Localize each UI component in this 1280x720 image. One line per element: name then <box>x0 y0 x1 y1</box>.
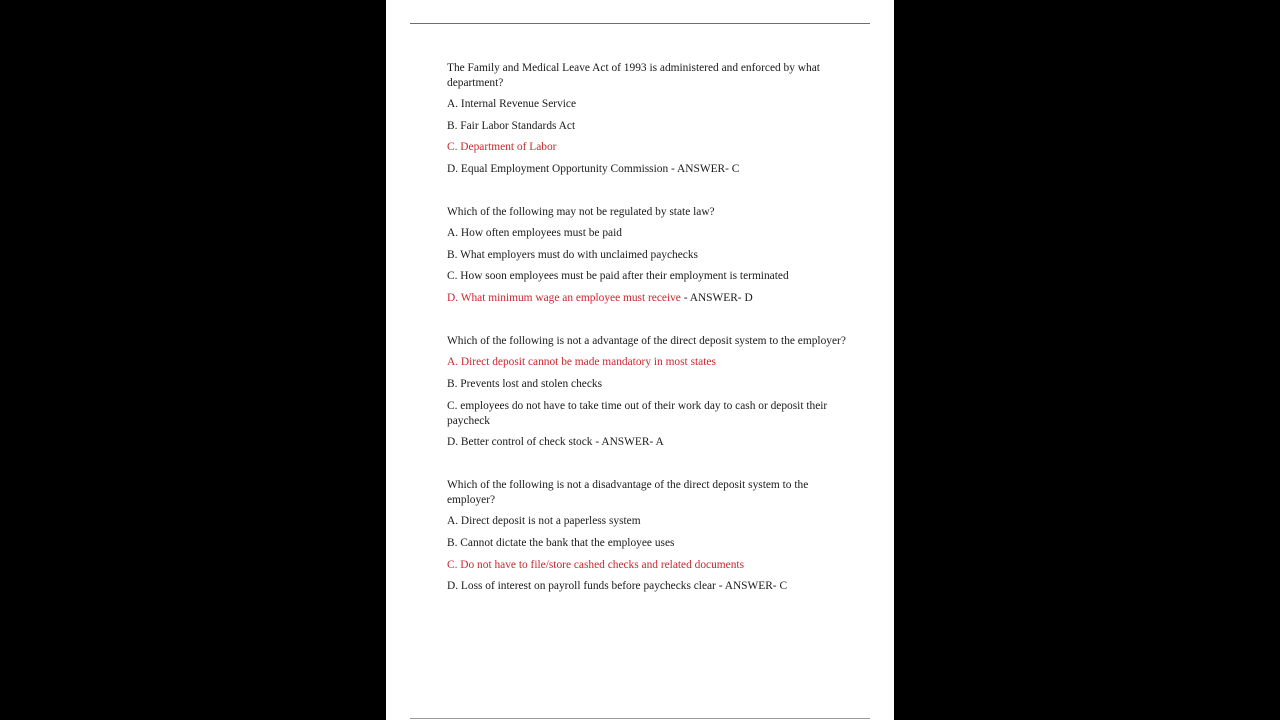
option-a-correct: A. Direct deposit cannot be made mandatory in most states <box>447 356 716 369</box>
option-b: B. Fair Labor Standards Act <box>447 119 576 132</box>
option-a: A. How often employees must be paid <box>447 227 622 240</box>
option-text: D. Better control of check stock <box>447 436 593 449</box>
option-b: B. Prevents lost and stolen checks <box>447 377 603 390</box>
option-b: B. Cannot dictate the bank that the employee uses <box>447 536 675 549</box>
answer-label: - ANSWER- C <box>715 580 788 593</box>
answer-label: - ANSWER- D <box>680 292 753 305</box>
option-d <box>447 162 852 177</box>
footer-rule <box>410 718 870 719</box>
answer-label: - ANSWER- C <box>668 163 740 176</box>
option-a: A. Direct deposit is not a paperless system <box>447 515 641 528</box>
option-c-correct: C. Do not have to file/store cashed checks and related documents <box>447 558 745 571</box>
option-c-correct: C. Department of Labor <box>447 141 557 154</box>
option-d <box>447 579 852 594</box>
option-text-correct: D. What minimum wage an employee must receive <box>447 292 681 305</box>
header-rule <box>410 23 870 24</box>
question-block-2 <box>447 205 852 306</box>
answer-label: - ANSWER- A <box>592 436 664 449</box>
option-a: A. Internal Revenue Service <box>447 98 577 110</box>
document-content <box>447 61 852 622</box>
question-block-1 <box>447 61 852 177</box>
document-page <box>386 0 894 720</box>
question-block-4 <box>447 478 852 594</box>
question-text: Which of the following is not a advantage of the direct deposit system to the employer? <box>447 335 846 348</box>
option-c: C. How soon employees must be paid after their employment is terminated <box>447 270 789 283</box>
option-c: C. employees do not have to take time out of their work day to cash or deposit their paycheck <box>447 399 828 427</box>
option-b: B. What employers must do with unclaimed paychecks <box>447 248 698 261</box>
option-d <box>447 291 852 306</box>
option-text: D. Equal Employment Opportunity Commission <box>447 163 669 176</box>
question-block-3 <box>447 334 852 450</box>
question-text: Which of the following may not be regulated by state law? <box>447 206 715 219</box>
option-text: D. Loss of interest on payroll funds before paychecks clear <box>447 580 716 593</box>
option-d <box>447 435 852 450</box>
question-text: Which of the following is not a disadvantage of the direct deposit system to the employer? <box>447 479 809 507</box>
question-text: The Family and Medical Leave Act of 1993 is administered and enforced by what department? <box>447 62 820 89</box>
